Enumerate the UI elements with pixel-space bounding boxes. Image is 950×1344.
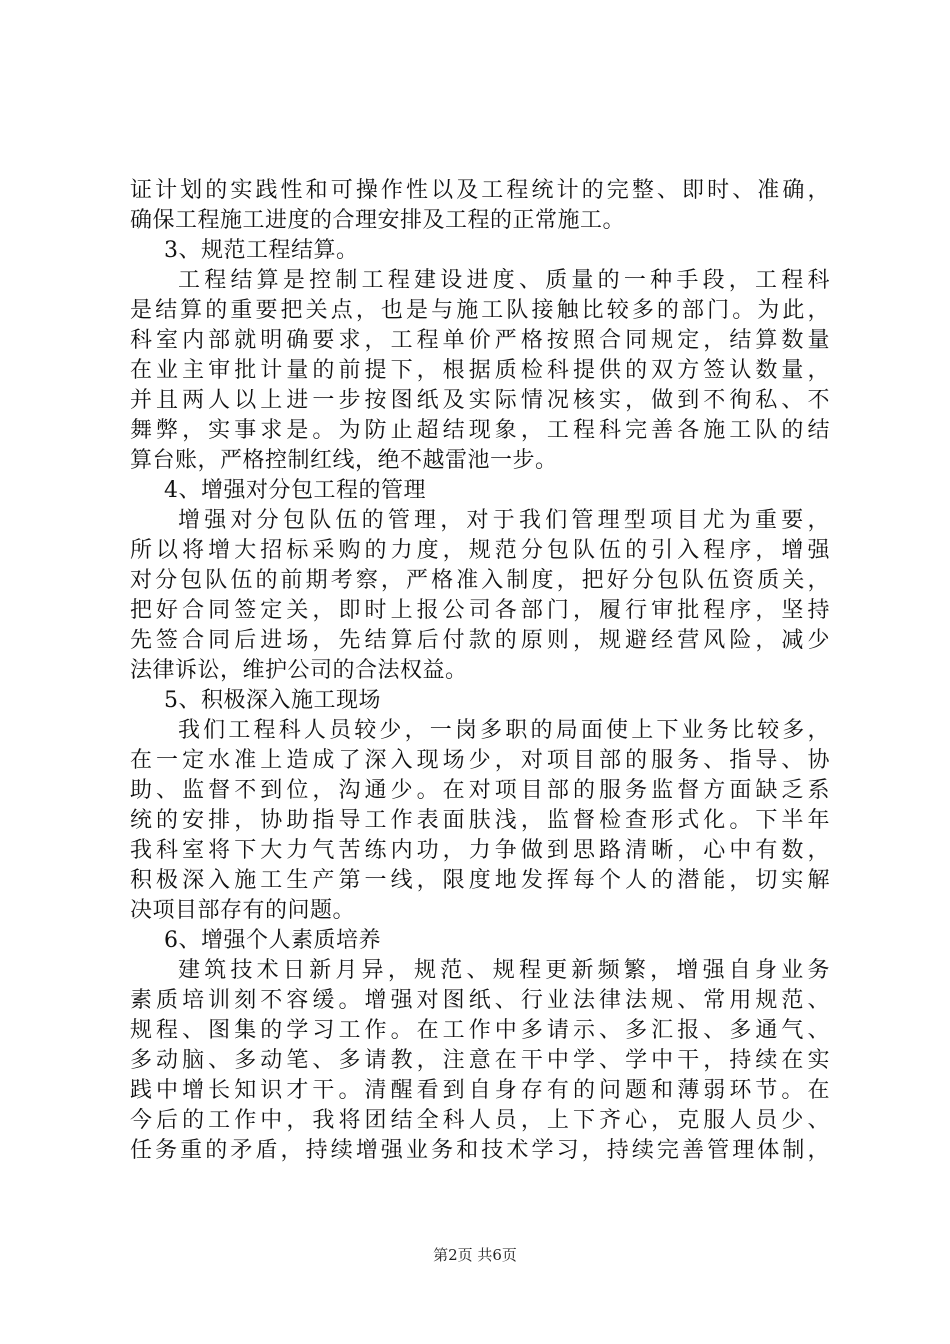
body-line: 助、监督不到位，沟通少。在对项目部的服务监督方面缺乏系 xyxy=(130,778,830,803)
body-line: 科室内部就明确要求，工程单价严格按照合同规定，结算数量 xyxy=(130,328,830,353)
body-line: 法律诉讼，维护公司的合法权益。 xyxy=(130,658,468,683)
body-line: 舞弊，实事求是。为防止超结现象，工程科完善各施工队的结 xyxy=(130,418,830,443)
body-line: 算台账，严格控制红线，绝不越雷池一步。 xyxy=(130,448,558,473)
body-line: 先签合同后进场，先结算后付款的原则，规避经营风险，减少 xyxy=(130,628,830,653)
body-line: 素质培训刻不容缓。增强对图纸、行业法律法规、常用规范、 xyxy=(130,988,830,1013)
body-line: 对分包队伍的前期考察，严格准入制度，把好分包队伍资质关， xyxy=(130,568,830,593)
body-line: 在一定水准上造成了深入现场少，对项目部的服务、指导、协 xyxy=(130,748,830,773)
body-line: 任务重的矛盾，持续增强业务和技术学习，持续完善管理体制， xyxy=(130,1138,830,1163)
body-line: 决项目部存有的问题。 xyxy=(130,898,356,923)
body-line: 我科室将下大力气苦练内功，力争做到思路清晰，心中有数， xyxy=(130,838,830,863)
body-line: 践中增长知识才干。清醒看到自身存有的问题和薄弱环节。在 xyxy=(130,1078,830,1103)
body-line: 是结算的重要把关点，也是与施工队接触比较多的部门。为此， xyxy=(130,298,830,323)
paragraph-first-line: 我们工程科人员较少，一岗多职的局面使上下业务比较多， xyxy=(178,718,830,743)
body-line: 确保工程施工进度的合理安排及工程的正常施工。 xyxy=(130,208,626,233)
body-line: 积极深入施工生产第一线，限度地发挥每个人的潜能，切实解 xyxy=(130,868,830,893)
body-line: 在业主审批计量的前提下，根据质检科提供的双方签认数量， xyxy=(130,358,830,383)
page-number-footer: 第2页 共6页 xyxy=(433,1246,517,1264)
body-line: 规程、图集的学习工作。在工作中多请示、多汇报、多通气、 xyxy=(130,1018,830,1043)
section-heading: 3、规范工程结算。 xyxy=(164,238,359,263)
section-heading: 4、增强对分包工程的管理 xyxy=(164,478,426,503)
body-line: 今后的工作中，我将团结全科人员，上下齐心，克服人员少、 xyxy=(130,1108,830,1133)
body-line: 证计划的实践性和可操作性以及工程统计的完整、即时、准确， xyxy=(130,178,830,203)
paragraph-first-line: 增强对分包队伍的管理，对于我们管理型项目尤为重要， xyxy=(178,508,830,533)
section-heading: 6、增强个人素质培养 xyxy=(164,928,381,953)
body-line: 统的安排，协助指导工作表面肤浅，监督检查形式化。下半年 xyxy=(130,808,830,833)
paragraph-first-line: 建筑技术日新月异，规范、规程更新频繁，增强自身业务 xyxy=(178,958,830,983)
body-line: 并且两人以上进一步按图纸及实际情况核实，做到不徇私、不 xyxy=(130,388,830,413)
body-line: 把好合同签定关，即时上报公司各部门，履行审批程序，坚持 xyxy=(130,598,830,623)
document-body xyxy=(130,176,830,1166)
body-line: 所以将增大招标采购的力度，规范分包队伍的引入程序，增强 xyxy=(130,538,830,563)
paragraph-first-line: 工程结算是控制工程建设进度、质量的一种手段，工程科 xyxy=(178,268,830,293)
body-line: 多动脑、多动笔、多请教，注意在干中学、学中干，持续在实 xyxy=(130,1048,830,1073)
section-heading: 5、积极深入施工现场 xyxy=(164,688,381,713)
